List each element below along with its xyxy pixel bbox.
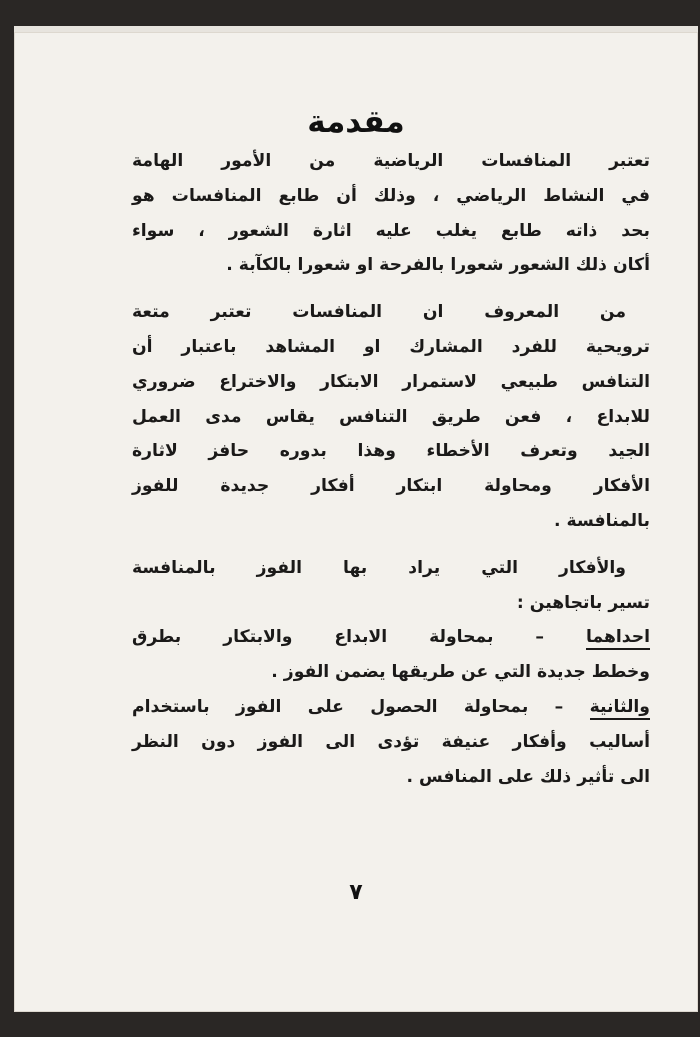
text-line: ترويحية للفرد المشارك او المشاهد باعتبار أن	[132, 336, 650, 357]
text-line: والأفكار التي يراد بها الفوز بالمنافسة	[132, 557, 626, 578]
text-line: تسير باتجاهين :	[516, 592, 650, 613]
text-line: من المعروف ان المنافسات تعتبر متعة	[132, 302, 626, 323]
list-text: – بمحاولة الابداع والابتكار بطرق	[132, 627, 545, 648]
text-line	[132, 690, 650, 725]
page-number: ٧	[349, 880, 363, 905]
book-page	[14, 32, 698, 1012]
text-line: في النشاط الرياضي ، وذلك أن طابع المنافسات هو	[132, 185, 650, 206]
list-lead-first: احداهما	[586, 627, 650, 650]
text-line: الى تأثير ذلك على المنافس .	[406, 766, 650, 787]
text-line: للابداع ، فعن طريق التنافس يقاس مدى العمل	[132, 406, 650, 427]
text-line: وخطط جديدة التي عن طريقها يضمن الفوز .	[271, 662, 650, 683]
text-line: بحد ذاته طابع يغلب عليه اثارة الشعور ، سواء	[132, 220, 650, 241]
text-line: بالمنافسة .	[553, 510, 650, 531]
page-title: مقدمة	[307, 104, 405, 140]
text-line: الجيد وتعرف الأخطاء وهذا بدوره حافز لاثارة	[132, 441, 650, 462]
text-line	[132, 620, 650, 655]
text-line: تعتبر المنافسات الرياضية من الأمور الهامة	[132, 151, 650, 171]
text-line: أكان ذلك الشعور شعورا بالفرحة او شعورا بالكآبة .	[226, 255, 650, 276]
text-line: التنافس طبيعي لاستمرار الابتكار والاختراع ضروري	[132, 371, 650, 392]
text-line: الأفكار ومحاولة ابتكار أفكار جديدة للفوز	[132, 476, 650, 497]
list-text: – بمحاولة الحصول على الفوز باستخدام	[132, 696, 564, 717]
list-lead-second: والثانية	[590, 697, 650, 720]
body-text	[132, 144, 650, 794]
text-line: أساليب وأفكار عنيفة تؤدى الى الفوز دون النظر	[132, 731, 650, 752]
